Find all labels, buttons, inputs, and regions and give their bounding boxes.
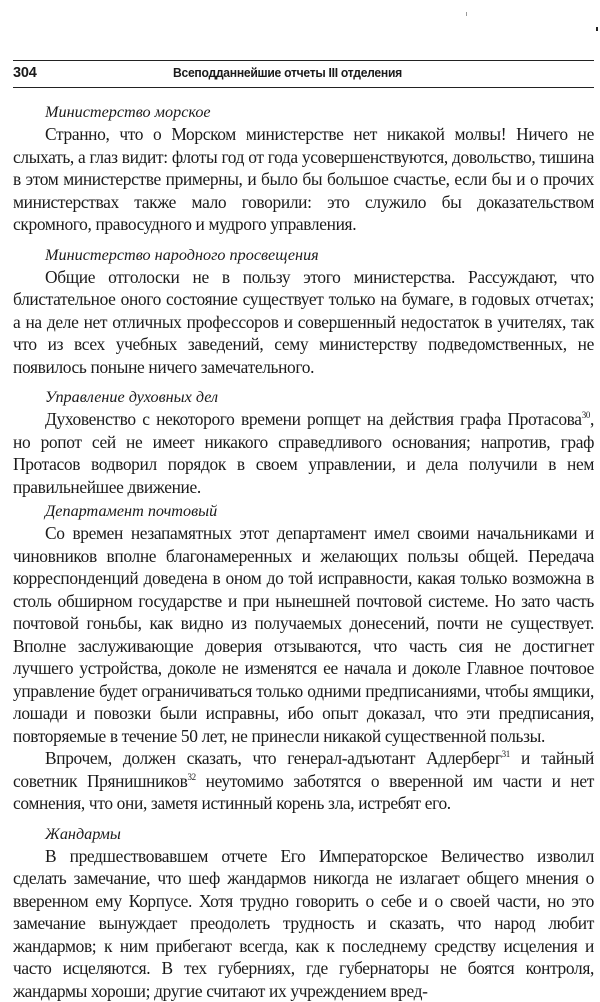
section-heading: Управление духовных дел	[13, 386, 594, 408]
page-number: 304	[13, 65, 37, 81]
footnote-ref: 30	[582, 410, 590, 420]
section-heading: Министерство морское	[13, 101, 594, 123]
section-heading: Министерство народного просвещения	[13, 244, 594, 266]
paragraph-text: неутомимо заботятся о вверенной им части и нет сомнения, что они, заметя истинный корень зла, истребят его.	[13, 771, 594, 814]
scan-speck	[596, 27, 598, 31]
footnote-ref: 32	[187, 772, 195, 782]
section-spiritual-affairs	[13, 386, 594, 498]
paragraph: Странно, что о Морском министерстве нет никакой молвы! Ничего не слыхать, а глаз видит: флоты год от года усовершенствуются, довольство, тишина в этом министерстве примерны, и было бы большое счастье, если бы и о прочих министерствах также мало говорили: это служило бы доказательством скромного, правосудного и мудрого управления.	[13, 123, 594, 236]
paragraph: В предшествовавшем отчете Его Императорское Величество изволил сделать замечание, что шеф жандармов никогда не излагает общего мнения о вверенном ему Корпусе. Хотя трудно говорить о себе и о своей части, но это замечание вынуждает преодолеть трудность и сказать, что народ любит жандармов; к ним прибегают всегда, как к последнему средству исцеления и часто исцеляются. В тех губерниях, где губернаторы не боятся контроля, жандармы хороши; другие считают их учреждением вред-	[13, 845, 594, 1002]
paragraph	[13, 408, 594, 498]
section-postal-department	[13, 500, 594, 815]
scan-speck	[466, 12, 467, 16]
running-title: Всеподданнейшие отчеты III отделения	[173, 65, 402, 80]
paragraph-text: Впрочем, должен сказать, что генерал-адъютант Адлерберг	[45, 748, 502, 768]
paragraph: Со времен незапамятных этот департамент имел своими начальниками и чиновников вполне благонамеренных и желающих пользы общей. Передача корреспонденций доведена в оном до той исправности, какая только возможна в столь обширном государстве и при нынешней почтовой системе. Но зато часть почтовой гоньбы, как видно из получаемых донесений, почти не существует. Вполне заслуживающие доверия отзываются, что часть сия не достигнет лучшего устройства, доколе не изменятся ее начала и доколе Главное почтовое управление будет ограничиваться только одними предписаниями, чтобы ямщики, лошади и повозки были исправны, ибо опыт доказал, что эти предписания, повторяемые в течение 50 лет, не принесли никакой существенной пользы.	[13, 522, 594, 747]
section-heading: Департамент почтовый	[13, 500, 594, 522]
running-header	[13, 60, 594, 88]
paragraph-text: Духовенство с некоторого времени ропщет на действия графа Протасова	[45, 409, 582, 429]
section-navy-ministry	[13, 101, 594, 236]
page-body	[13, 101, 594, 1002]
paragraph: Общие отголоски не в пользу этого министерства. Рассуждают, что блистательное оного состояние существует только на бумаге, в годовых отчетах; а на деле нет отличных профессоров и совершенный недостаток в учителях, так что из всех учебных заведений, сему министерству подведомственных, не появилось поныне ничего замечательного.	[13, 266, 594, 379]
paragraph-text: , но ропот сей не имеет никакого справедливого основания; напротив, граф Протасов водворил порядок в своем управлении, и дела получили в нем правильнейшее движение.	[13, 409, 594, 497]
paragraph	[13, 747, 594, 815]
section-heading: Жандармы	[13, 823, 594, 845]
paragraph-text: и тайный советник Прянишников	[13, 748, 594, 791]
footnote-ref: 31	[502, 749, 510, 759]
section-gendarmes	[13, 823, 594, 1002]
section-education-ministry	[13, 244, 594, 379]
